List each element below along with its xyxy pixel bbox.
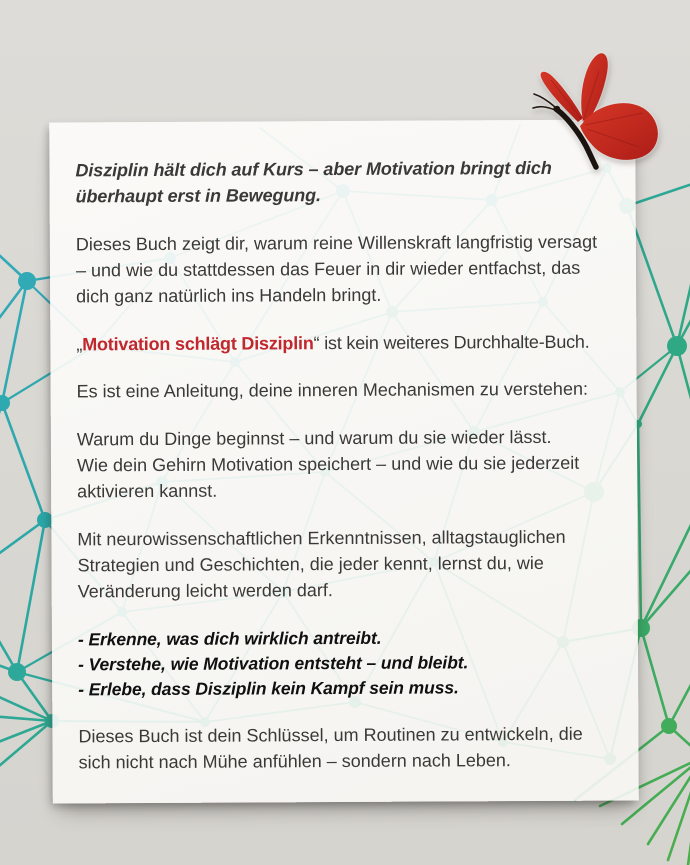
bullet-item: - Verstehe, wie Motivation entsteht – und bleibt. xyxy=(78,652,469,675)
bullet-item: - Erlebe, dass Disziplin kein Kampf sein muss. xyxy=(78,677,459,700)
book-description-card xyxy=(49,119,639,803)
paragraph-willpower: Dieses Buch zeigt dir, warum reine Willenskraft langfristig versagt – und wie du stattdessen das Feuer in dir wieder entfachst, das dich ganz natürlich ins Handeln bringt. xyxy=(75,231,598,307)
bullet-item: - Erkenne, was dich wirklich antreibt. xyxy=(77,627,382,650)
paragraph-instruction: Es ist eine Anleitung, deine inneren Mechanismen zu verstehen: xyxy=(76,379,588,402)
paragraph-book-title xyxy=(76,329,610,358)
quote-close: “ xyxy=(313,332,320,353)
paragraph-why-line1: Warum du Dinge beginnst – und warum du sie wieder lässt. xyxy=(76,427,552,450)
headline: Disziplin hält dich auf Kurs – aber Motivation bringt dich überhaupt erst in Bewegung. xyxy=(75,157,552,207)
butterfly-icon xyxy=(531,49,665,173)
quote-rest: ist kein weiteres Durchhalte-Buch. xyxy=(319,331,590,353)
paragraph-closing: Dieses Buch ist dein Schlüssel, um Routinen zu entwickeln, die sich nicht nach Mühe anfühlen – sondern nach Leben. xyxy=(78,724,583,773)
book-title-highlight: Motivation schlägt Disziplin xyxy=(82,332,314,354)
paragraph-why-line2: Wie dein Gehirn Motivation speichert – und wie du sie jederzeit aktivieren kannst. xyxy=(76,453,580,502)
paragraph-neuroscience: Mit neurowissenschaftlichen Erkenntnissen, alltagstauglichen Strategien und Geschichten, die jeder kennt, lernst du, wie Veränderung leicht werden darf. xyxy=(77,526,566,602)
bullet-list xyxy=(78,624,612,702)
quote-open: „ xyxy=(76,333,83,354)
